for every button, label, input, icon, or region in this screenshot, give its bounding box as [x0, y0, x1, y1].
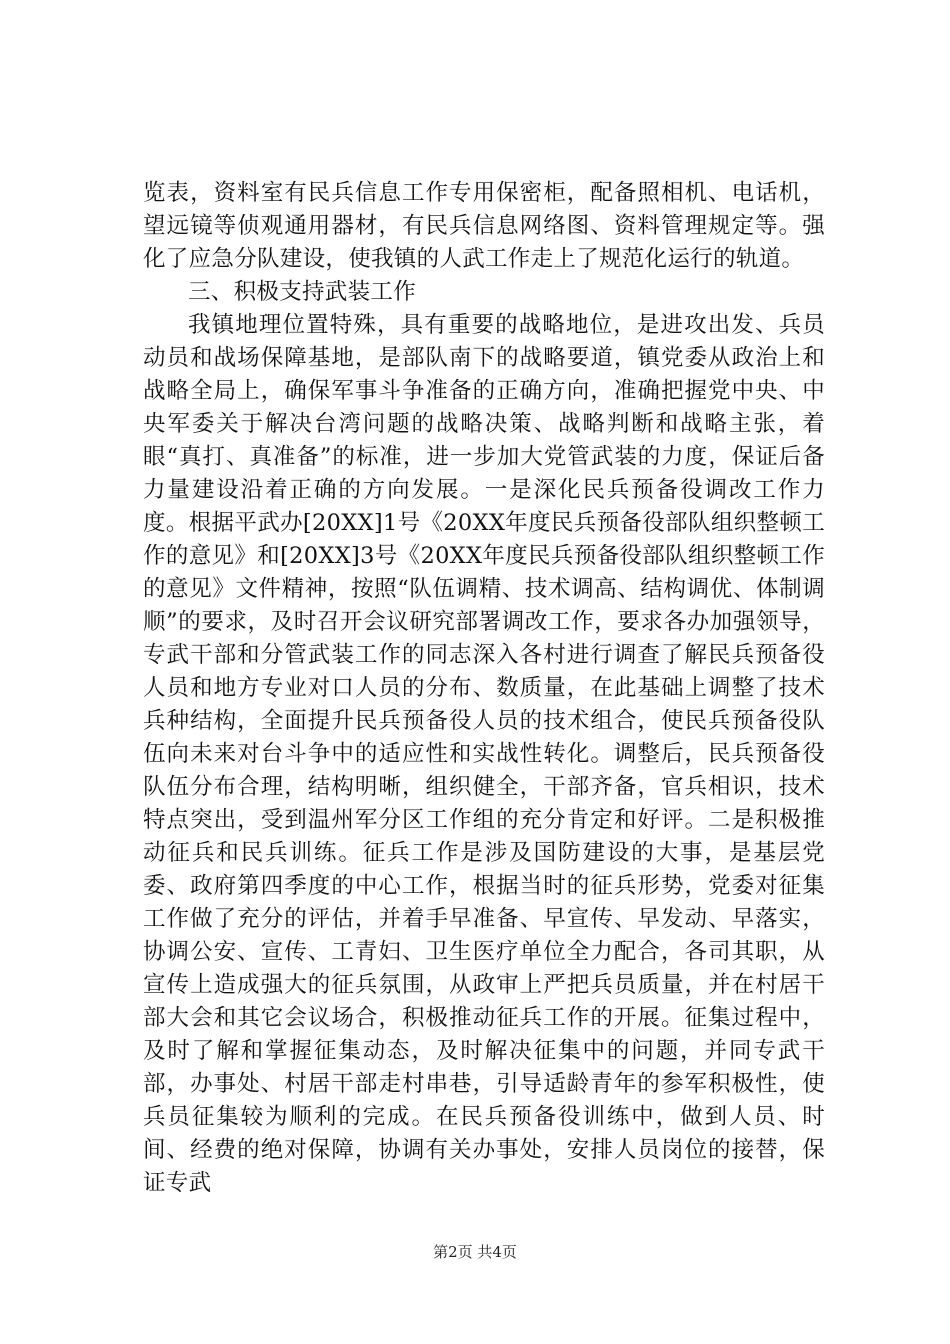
page-number: 第2页 共4页 — [433, 1243, 517, 1261]
paragraph-continuation: 览表，资料室有民兵信息工作专用保密柜，配备照相机、电话机，望远镜等侦观通用器材，有民兵信息网络图、资料管理规定等。强化了应急分队建设，使我镇的人武工作走上了规范化运行的轨道。 — [143, 180, 825, 272]
paragraph-body: 我镇地理位置特殊，具有重要的战略地位，是进攻出发、兵员动员和战场保障基地，是部队南下的战略要道，镇党委从政治上和战略全局上，确保军事斗争准备的正确方向，准确把握党中央、中央军委关于解决台湾问题的战略决策、战略判断和战略主张，着眼“真打、真准备”的标准，进一步加大党管武装的力度，保证后备力量建设沿着正确的方向发展。一是深化民兵预备役调改工作力度。根据平武办[20XX]1号《20XX年度民兵预备役部队组织整顿工作的意见》和[20XX]3号《20XX年度民兵预备役部队组织整顿工作的意见》文件精神，按照“队伍调精、技术调高、结构调优、体制调顺”的要求，及时召开会议研究部署调改工作，要求各办加强领导，专武干部和分管武装工作的同志深入各村进行调查了解民兵预备役人员和地方专业对口人员的分布、数质量，在此基础上调整了技术兵种结构，全面提升民兵预备役人员的技术组合，使民兵预备役队伍向未来对台斗争中的适应性和实战性转化。调整后，民兵预备役队伍分布合理，结构明晰，组织健全，干部齐备，官兵相识，技术特点突出，受到温州军分区工作组的充分肯定和好评。二是积极推动征兵和民兵训练。征兵工作是涉及国防建设的大事，是基层党委、政府第四季度的中心工作，根据当时的征兵形势，党委对征集工作做了充分的评估，并着手早准备、早宣传、早发动、早落实，协调公安、宣传、工青妇、卫生医疗单位全力配合，各司其职，从宣传上造成强大的征兵氛围，从政审上严把兵员质量，并在村居干部大会和其它会议场合，积极推动征兵工作的开展。征集过程中，及时了解和掌握征集动态，及时解决征集中的问题，并同专武干部，办事处、村居干部走村串巷，引导适龄青年的参军积极性，使兵员征集较为顺利的完成。在民兵预备役训练中，做到人员、时间、经费的绝对保障，协调有关办事处，安排人员岗位的接替，保证专武 — [143, 312, 825, 1196]
document-body — [143, 177, 825, 1200]
section-heading: 三、积极支持武装工作 — [188, 279, 417, 305]
